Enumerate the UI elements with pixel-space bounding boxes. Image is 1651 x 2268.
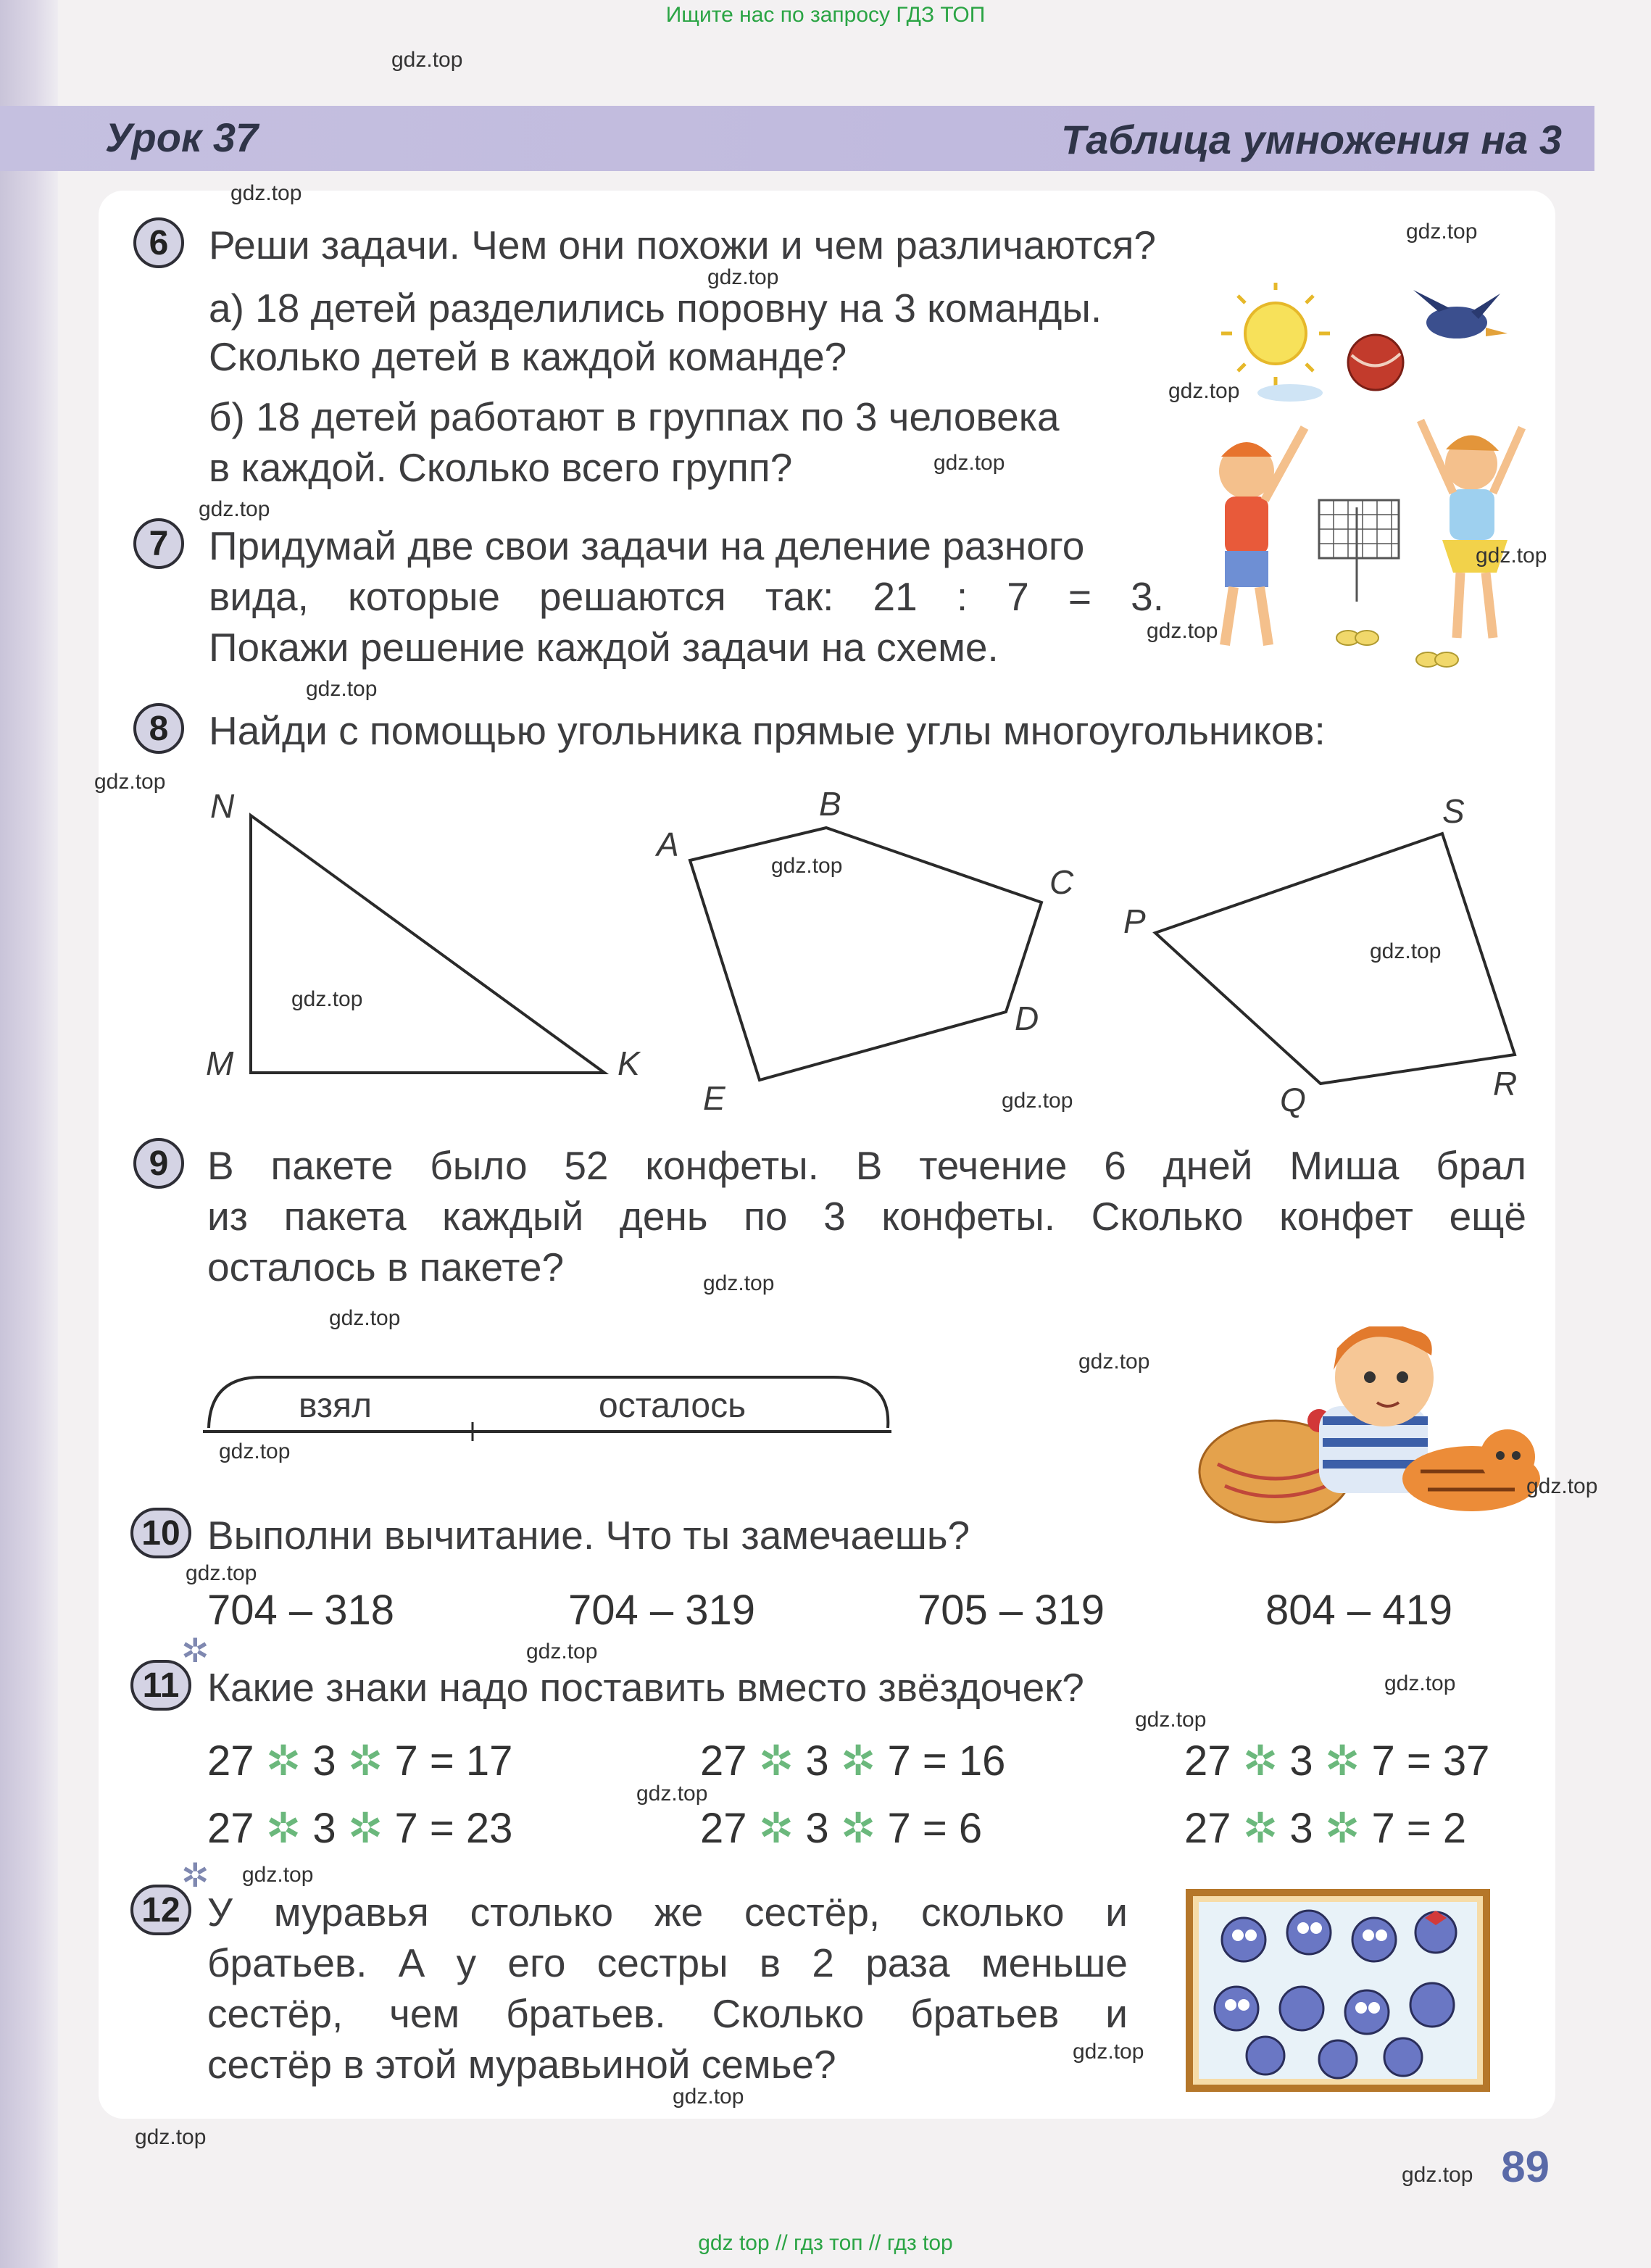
watermark: gdz.top bbox=[242, 1863, 314, 1887]
watermark: gdz.top bbox=[707, 265, 779, 289]
star-placeholder-icon: ✲ bbox=[1242, 1805, 1278, 1852]
task-number-10: 10 bbox=[130, 1508, 191, 1558]
task12-line2: братьев. А у его сестры в 2 раза меньше bbox=[207, 1940, 1128, 1985]
star-placeholder-icon: ✲ bbox=[265, 1805, 301, 1852]
ant-family-picture bbox=[1186, 1889, 1490, 2092]
watermark: gdz.top bbox=[673, 2085, 744, 2109]
watermark: gdz.top bbox=[1526, 1474, 1598, 1498]
task12-line3: сестёр, чем братьев. Сколько братьев и bbox=[207, 1991, 1128, 2036]
point-label-c: C bbox=[1049, 863, 1074, 901]
watermark: gdz.top bbox=[329, 1306, 401, 1330]
task6-title: Реши задачи. Чем они похожи и чем различаются? bbox=[209, 223, 1156, 267]
point-label-n: N bbox=[210, 787, 235, 825]
task-number-11: 11 bbox=[130, 1660, 191, 1711]
task6-b-line1: б) 18 детей работают в группах по 3 человека bbox=[209, 394, 1060, 439]
watermark: gdz.top bbox=[703, 1271, 775, 1295]
star-placeholder-icon: ✲ bbox=[758, 1805, 794, 1852]
task10-expr-4: 804 – 419 bbox=[1265, 1587, 1453, 1634]
watermark: gdz.top bbox=[1168, 379, 1240, 403]
watermark: gdz.top bbox=[135, 2125, 207, 2149]
point-label-b: B bbox=[819, 785, 841, 823]
scheme-label-left: осталось bbox=[599, 1387, 747, 1425]
task-number-8: 8 bbox=[133, 703, 184, 754]
watermark: gdz.top bbox=[186, 1561, 257, 1585]
watermark: gdz.top bbox=[291, 987, 363, 1011]
task9-line2: из пакета каждый день по 3 конфеты. Сколько конфет ещё bbox=[207, 1194, 1526, 1239]
watermark: gdz.top bbox=[636, 1782, 708, 1806]
task6-a-line1: а) 18 детей разделились поровну на 3 команды. bbox=[209, 286, 1102, 331]
task10-expr-1: 704 – 318 bbox=[207, 1587, 395, 1634]
watermark: gdz.top bbox=[306, 677, 378, 701]
task11-expr-r1c1: 27 ✲ 3 ✲ 7 = 17 bbox=[207, 1737, 513, 1785]
task6-b-line2: в каждой. Сколько всего групп? bbox=[209, 445, 793, 490]
task10-expr-2: 704 – 319 bbox=[568, 1587, 756, 1634]
task12-line1: У муравья столько же сестёр, сколько и bbox=[207, 1890, 1128, 1935]
difficulty-star-icon: ✲ bbox=[181, 1632, 209, 1669]
point-label-m: M bbox=[206, 1044, 234, 1082]
watermark: gdz.top bbox=[1078, 1350, 1150, 1374]
lesson-title: Урок 37 bbox=[105, 115, 259, 160]
task-number-7: 7 bbox=[133, 518, 184, 569]
task11-expr-r1c2: 27 ✲ 3 ✲ 7 = 16 bbox=[700, 1737, 1006, 1785]
task11-expr-r2c1: 27 ✲ 3 ✲ 7 = 23 bbox=[207, 1805, 513, 1852]
butterfly-icon bbox=[1336, 631, 1458, 667]
boy-figure bbox=[1219, 428, 1305, 645]
task8-text: Найди с помощью угольника прямые углы многоугольников: bbox=[209, 708, 1326, 753]
point-label-s: S bbox=[1442, 792, 1465, 830]
task7-line3: Покажи решение каждой задачи на схеме. bbox=[209, 625, 999, 670]
watermark: gdz.top bbox=[526, 1640, 598, 1663]
task11-expr-r1c3: 27 ✲ 3 ✲ 7 = 37 bbox=[1184, 1737, 1490, 1785]
watermark: gdz.top bbox=[1073, 2040, 1144, 2064]
point-label-q: Q bbox=[1280, 1081, 1306, 1118]
point-label-a: A bbox=[657, 826, 679, 863]
star-placeholder-icon: ✲ bbox=[1324, 1805, 1360, 1852]
watermark: gdz.top bbox=[1476, 544, 1547, 568]
watermark: gdz.top bbox=[771, 854, 843, 878]
watermark: gdz.top bbox=[1370, 939, 1442, 963]
book-spine-shadow bbox=[0, 0, 58, 2268]
watermark: gdz.top bbox=[1384, 1671, 1456, 1695]
star-placeholder-icon: ✲ bbox=[347, 1737, 383, 1785]
task-number-9: 9 bbox=[133, 1138, 184, 1189]
star-placeholder-icon: ✲ bbox=[1242, 1737, 1278, 1785]
watermark: gdz.top bbox=[1406, 220, 1478, 244]
watermark: gdz.top bbox=[94, 770, 166, 794]
task11-expr-r2c3: 27 ✲ 3 ✲ 7 = 2 bbox=[1184, 1805, 1467, 1852]
point-label-p: P bbox=[1123, 902, 1146, 940]
watermark: gdz.top bbox=[1135, 1708, 1207, 1732]
star-placeholder-icon: ✲ bbox=[265, 1737, 301, 1785]
point-label-k: K bbox=[617, 1044, 640, 1082]
scheme-label-took: взял bbox=[299, 1387, 372, 1425]
watermark: gdz.top bbox=[1147, 619, 1218, 643]
star-placeholder-icon: ✲ bbox=[347, 1805, 383, 1852]
watermark: gdz.top bbox=[391, 48, 463, 72]
point-label-r: R bbox=[1493, 1065, 1518, 1102]
point-label-d: D bbox=[1015, 1000, 1039, 1037]
star-placeholder-icon: ✲ bbox=[758, 1737, 794, 1785]
task-number-6: 6 bbox=[133, 217, 184, 268]
difficulty-star-icon: ✲ bbox=[181, 1856, 209, 1894]
page-number: 89 bbox=[1501, 2143, 1550, 2191]
star-placeholder-icon: ✲ bbox=[840, 1737, 876, 1785]
watermark: gdz.top bbox=[1402, 2163, 1473, 2187]
sun-icon bbox=[1221, 283, 1330, 388]
boy-with-bag-illustration bbox=[1189, 1326, 1565, 1529]
task10-text: Выполни вычитание. Что ты замечаешь? bbox=[207, 1513, 970, 1558]
net-icon bbox=[1319, 500, 1399, 602]
watermark: gdz.top bbox=[219, 1440, 291, 1463]
kids-playing-illustration bbox=[1189, 283, 1594, 689]
watermark: gdz.top bbox=[933, 451, 1005, 475]
task12-line4: сестёр в этой муравьиной семье? bbox=[207, 2042, 836, 2087]
task11-expr-r2c2: 27 ✲ 3 ✲ 7 = 6 bbox=[700, 1805, 983, 1852]
task9-line3: осталось в пакете? bbox=[207, 1245, 565, 1289]
watermark: gdz.top bbox=[199, 497, 270, 521]
top-banner[interactable]: Ищите нас по запросу ГДЗ ТОП bbox=[665, 3, 986, 27]
topic-title: Таблица умножения на 3 bbox=[1061, 117, 1562, 162]
task6-a-line2: Сколько детей в каждой команде? bbox=[209, 334, 847, 379]
task11-text: Какие знаки надо поставить вместо звёздочек? bbox=[207, 1665, 1084, 1710]
task9-line1: В пакете было 52 конфеты. В течение 6 дней Миша брал bbox=[207, 1143, 1526, 1188]
girl-figure bbox=[1421, 420, 1522, 638]
watermark: gdz.top bbox=[230, 181, 302, 205]
point-label-e: E bbox=[703, 1079, 725, 1117]
bird-icon bbox=[1413, 290, 1507, 338]
task7-line1: Придумай две свои задачи на деление разного bbox=[209, 523, 1085, 568]
task10-expr-3: 705 – 319 bbox=[918, 1587, 1105, 1634]
watermark: gdz.top bbox=[1002, 1089, 1073, 1113]
footer-links[interactable]: gdz top // гдз топ // гдз top bbox=[698, 2231, 953, 2255]
task-number-12: 12 bbox=[130, 1885, 191, 1935]
star-placeholder-icon: ✲ bbox=[840, 1805, 876, 1852]
task7-line2: вида, которые решаются так: 21 : 7 = 3. bbox=[209, 574, 1164, 619]
star-placeholder-icon: ✲ bbox=[1324, 1737, 1360, 1785]
